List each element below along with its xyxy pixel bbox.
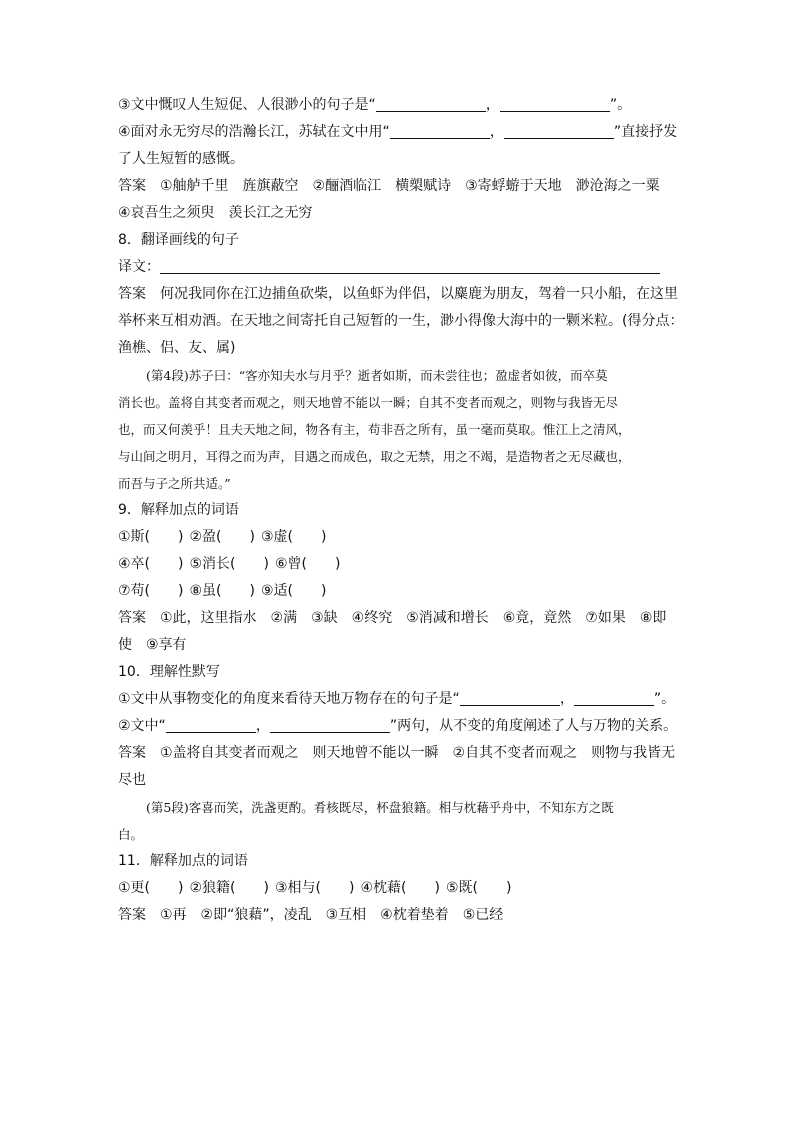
q11-answer-line1 <box>118 902 680 929</box>
q7-answer-line2: ④哀吾生之须臾 羡长江之无穷 <box>118 205 313 221</box>
answer-label: 答案 <box>118 178 146 194</box>
q7-answer-line1 <box>118 173 680 200</box>
answer-text: ①盖将自其变者而观之 则天地曾不能以一瞬 ②自其不变者而观之 则物与我皆无 <box>160 745 676 761</box>
separator: ， <box>255 718 270 734</box>
q9-answer-line2: 使 ⑨享有 <box>118 637 187 653</box>
q9-term: ⑦苟( ) <box>118 583 184 599</box>
fill-blank <box>390 122 490 139</box>
q9-term: ⑥曾( ) <box>274 556 341 572</box>
q10-item1 <box>118 686 680 713</box>
passage4-line3: 也，而又何羡乎！且夫天地之间，物各有主，苟非吾之所有，虽一毫而莫取。惟江上之清风， <box>118 422 631 437</box>
fill-blank <box>376 95 486 112</box>
answer-text: ①舳舻千里 旌旗蔽空 ②酾酒临江 横槊赋诗 ③寄蜉蝣于天地 渺沧海之一粟 <box>160 178 660 194</box>
answer-text: ①此，这里指水 ②满 ③缺 ④终究 ⑤消减和增长 ⑥竟，竟然 ⑦如果 ⑧即 <box>160 610 667 626</box>
q11-term: ①更( ) <box>118 880 184 896</box>
fill-blank <box>504 122 614 139</box>
answer-label: 答案 <box>118 610 146 626</box>
translation-blank <box>160 257 660 274</box>
q7-item4-text: ④面对永无穷尽的浩瀚长江，苏轼在文中用“ <box>118 124 390 140</box>
q7-item4 <box>118 119 680 146</box>
passage5-line1: (第5段)客喜而笑，洗盏更酌。肴核既尽，杯盘狼籍。相与枕藉乎舟中，不知东方之既 <box>146 800 614 815</box>
q10-item2-text: ②文中“ <box>118 718 166 734</box>
q8-translation <box>118 254 680 281</box>
fill-blank <box>166 716 256 733</box>
separator: ， <box>489 124 504 140</box>
q9-title: 9．解释加点的词语 <box>118 502 239 518</box>
fill-blank <box>500 95 610 112</box>
q10-answer-line2: 尽也 <box>118 772 146 788</box>
fill-blank <box>460 689 560 706</box>
answer-text: 何况我同你在江边捕鱼砍柴，以鱼虾为伴侣，以麋鹿为朋友，驾着一只小船，在这里 <box>160 286 678 302</box>
q8-answer-line3: 渔樵、侣、友、属) <box>118 340 236 356</box>
document-page <box>118 92 684 929</box>
answer-label: 答案 <box>118 286 146 302</box>
fill-blank <box>574 689 654 706</box>
answer-label: 答案 <box>118 745 146 761</box>
q9-term: ①斯( ) <box>118 529 184 545</box>
q8-title: 8．翻译画线的句子 <box>118 232 239 248</box>
q8-answer-line1 <box>118 281 680 308</box>
separator: ， <box>485 97 500 113</box>
q10-title: 10．理解性默写 <box>118 664 220 680</box>
q7-item4-end: ”直接抒发 <box>613 124 678 140</box>
passage4-line2: 消长也。盖将自其变者而观之，则天地曾不能以一瞬；自其不变者而观之，则物与我皆无尽 <box>118 395 619 410</box>
q7-item3 <box>118 92 680 119</box>
q9-term: ③虚( ) <box>260 529 327 545</box>
q7-item3-end: ”。 <box>609 97 632 113</box>
q7-item3-text: ③文中慨叹人生短促、人很渺小的句子是“ <box>118 97 376 113</box>
q9-term: ⑧虽( ) <box>189 583 255 599</box>
q9-term: ⑤消长( ) <box>189 556 269 572</box>
q10-answer-line1 <box>118 740 680 767</box>
passage4-line4: 与山间之明月，耳得之而为声，目遇之而成色，取之无禁，用之不竭，是造物者之无尽藏也， <box>118 449 631 464</box>
passage4-line5: 而吾与子之所共适。” <box>118 476 231 491</box>
q10-item1-text: ①文中从事物变化的角度来看待天地万物存在的句子是“ <box>118 691 460 707</box>
q10-item1-end: ”。 <box>653 691 676 707</box>
q11-term: ④枕藉( ) <box>360 880 440 896</box>
q9-answer-line1 <box>118 605 680 632</box>
q11-term: ⑤既( ) <box>445 880 512 896</box>
q10-item2 <box>118 713 680 740</box>
q9-row3 <box>118 578 680 605</box>
q8-answer-line2: 举杯来互相劝酒。在天地之间寄托自己短暂的一生，渺小得像大海中的一颗米粒。(得分点： <box>118 313 684 329</box>
separator: ， <box>559 691 574 707</box>
passage5-line2: 白。 <box>118 827 144 842</box>
q11-title: 11．解释加点的词语 <box>118 853 248 869</box>
q9-term: ②盈( ) <box>189 529 255 545</box>
q11-term: ③相与( ) <box>274 880 355 896</box>
q9-term: ④卒( ) <box>118 556 184 572</box>
passage4-line1: (第4段)苏子曰：“客亦知夫水与月乎？逝者如斯，而未尝往也；盈虚者如彼，而卒莫 <box>146 368 608 383</box>
answer-text: ①再 ②即“狼藉”，凌乱 ③互相 ④枕着垫着 ⑤已经 <box>160 907 504 923</box>
answer-label: 答案 <box>118 907 146 923</box>
translation-label: 译文： <box>118 259 160 275</box>
q11-row1 <box>118 875 680 902</box>
fill-blank <box>270 716 390 733</box>
q7-item4-continued: 了人生短暂的感慨。 <box>118 151 244 167</box>
q9-term: ⑨适( ) <box>260 583 327 599</box>
q9-row1 <box>118 524 680 551</box>
q9-row2 <box>118 551 680 578</box>
q10-item2-end: ”两句，从不变的角度阐述了人与万物的关系。 <box>389 718 678 734</box>
q11-term: ②狼籍( ) <box>189 880 269 896</box>
